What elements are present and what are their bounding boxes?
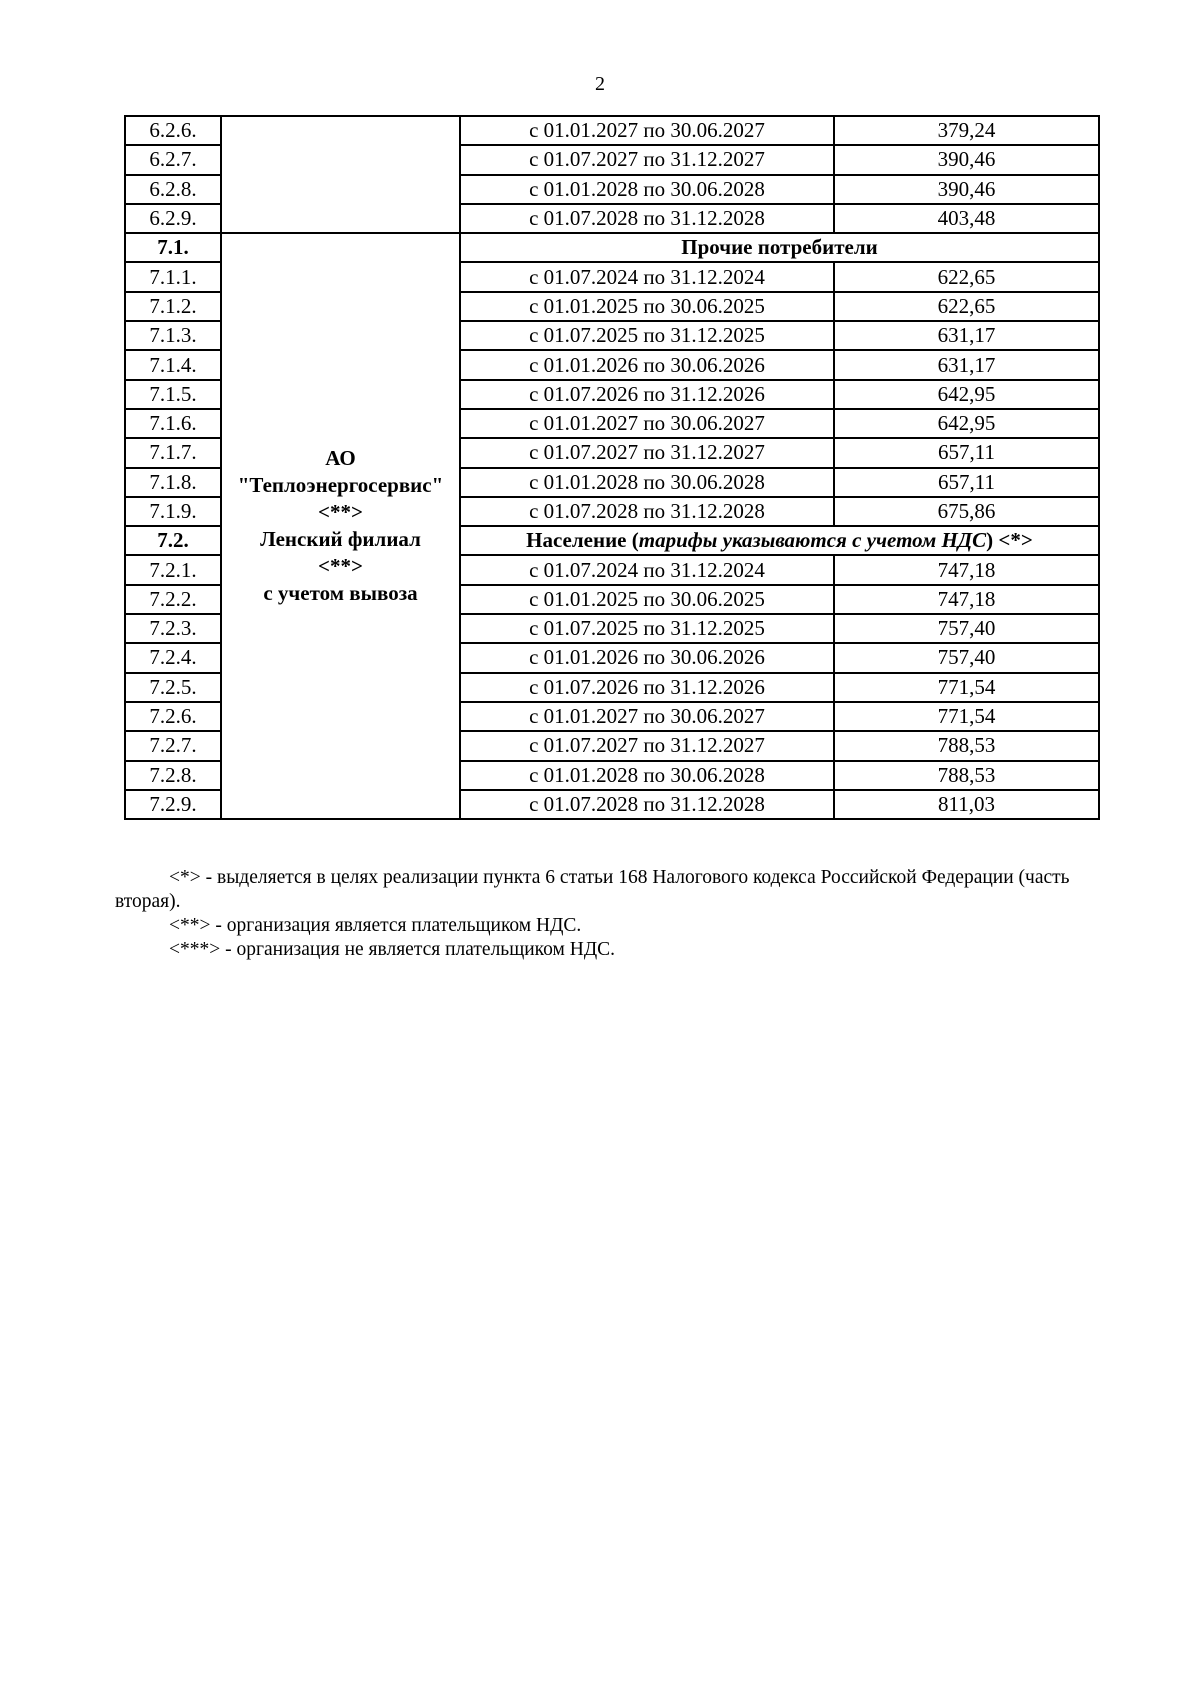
row-period: с 01.01.2027 по 30.06.2027 — [460, 116, 834, 145]
row-value: 771,54 — [834, 673, 1099, 702]
row-number: 7.1.3. — [125, 321, 221, 350]
row-number: 7.1.1. — [125, 262, 221, 291]
section-title-italic: тарифы указываются с учетом НДС — [638, 528, 987, 553]
row-number: 7.2.2. — [125, 585, 221, 614]
row-period: с 01.07.2027 по 31.12.2027 — [460, 145, 834, 174]
footnotes — [115, 866, 1105, 962]
row-number: 6.2.9. — [125, 204, 221, 233]
row-value: 390,46 — [834, 175, 1099, 204]
org-line: "Теплоэнергосервис" — [237, 473, 444, 498]
row-number: 7.1.8. — [125, 468, 221, 497]
row-value: 642,95 — [834, 380, 1099, 409]
row-number: 7.1.2. — [125, 292, 221, 321]
row-period: с 01.01.2028 по 30.06.2028 — [460, 175, 834, 204]
section-title — [460, 526, 1099, 555]
row-value: 788,53 — [834, 731, 1099, 760]
org-line: <**> — [318, 500, 363, 525]
section-title-part: ) <*> — [986, 528, 1033, 553]
row-value: 403,48 — [834, 204, 1099, 233]
row-period: с 01.07.2026 по 31.12.2026 — [460, 673, 834, 702]
footnote-vat-payer: <**> - организация является плательщиком НДС. — [169, 915, 582, 936]
row-value: 747,18 — [834, 585, 1099, 614]
footnote-non-vat-payer: <***> - организация не является плательщиком НДС. — [169, 939, 615, 960]
row-period: с 01.07.2028 по 31.12.2028 — [460, 204, 834, 233]
row-period: с 01.07.2028 по 31.12.2028 — [460, 497, 834, 526]
row-period: с 01.01.2027 по 30.06.2027 — [460, 702, 834, 731]
row-value: 631,17 — [834, 350, 1099, 379]
row-value: 747,18 — [834, 555, 1099, 584]
row-number: 7.2.1. — [125, 555, 221, 584]
row-period: с 01.07.2027 по 31.12.2027 — [460, 731, 834, 760]
row-period: с 01.01.2026 по 30.06.2026 — [460, 350, 834, 379]
row-number: 7.1.6. — [125, 409, 221, 438]
org-line: <**> — [318, 554, 363, 579]
tariff-table — [124, 115, 1100, 820]
row-number: 6.2.6. — [125, 116, 221, 145]
row-period: с 01.07.2024 по 31.12.2024 — [460, 262, 834, 291]
row-period: с 01.01.2028 по 30.06.2028 — [460, 468, 834, 497]
row-value: 757,40 — [834, 643, 1099, 672]
row-value: 390,46 — [834, 145, 1099, 174]
table-row — [125, 116, 1099, 145]
row-number: 7.2.9. — [125, 790, 221, 819]
section-title: Прочие потребители — [460, 233, 1099, 262]
row-period: с 01.01.2028 по 30.06.2028 — [460, 761, 834, 790]
row-number: 7.2.3. — [125, 614, 221, 643]
row-period: с 01.07.2025 по 31.12.2025 — [460, 321, 834, 350]
row-period: с 01.01.2027 по 30.06.2027 — [460, 409, 834, 438]
row-number: 7.2.7. — [125, 731, 221, 760]
row-number: 7.2.4. — [125, 643, 221, 672]
section-number: 7.1. — [125, 233, 221, 262]
row-period: с 01.01.2025 по 30.06.2025 — [460, 292, 834, 321]
row-number: 7.2.5. — [125, 673, 221, 702]
row-value: 657,11 — [834, 438, 1099, 467]
organization-cell-empty — [221, 116, 460, 233]
row-period: с 01.01.2025 по 30.06.2025 — [460, 585, 834, 614]
row-period: с 01.07.2026 по 31.12.2026 — [460, 380, 834, 409]
section-title-part: Население ( — [526, 528, 639, 553]
row-number: 7.1.9. — [125, 497, 221, 526]
row-number: 7.1.4. — [125, 350, 221, 379]
section-header-row — [125, 233, 1099, 262]
row-value: 771,54 — [834, 702, 1099, 731]
row-value: 631,17 — [834, 321, 1099, 350]
row-value: 811,03 — [834, 790, 1099, 819]
row-number: 7.2.6. — [125, 702, 221, 731]
row-value: 657,11 — [834, 468, 1099, 497]
row-value: 622,65 — [834, 292, 1099, 321]
footnote-vat-allocation: <*> - выделяется в целях реализации пункта 6 статьи 168 Налогового кодекса Российской Федерации (часть вторая). — [115, 867, 1070, 912]
page-number: 2 — [595, 73, 605, 95]
row-value: 622,65 — [834, 262, 1099, 291]
row-number: 6.2.8. — [125, 175, 221, 204]
row-period: с 01.01.2026 по 30.06.2026 — [460, 643, 834, 672]
org-line: с учетом вывоза — [263, 581, 418, 606]
org-line: Ленский филиал — [260, 527, 421, 552]
organization-cell — [221, 233, 460, 819]
row-number: 6.2.7. — [125, 145, 221, 174]
row-number: 7.1.7. — [125, 438, 221, 467]
row-value: 788,53 — [834, 761, 1099, 790]
row-number: 7.2.8. — [125, 761, 221, 790]
row-value: 675,86 — [834, 497, 1099, 526]
row-period: с 01.07.2027 по 31.12.2027 — [460, 438, 834, 467]
section-number: 7.2. — [125, 526, 221, 555]
row-period: с 01.07.2028 по 31.12.2028 — [460, 790, 834, 819]
row-value: 379,24 — [834, 116, 1099, 145]
row-number: 7.1.5. — [125, 380, 221, 409]
row-value: 642,95 — [834, 409, 1099, 438]
row-period: с 01.07.2024 по 31.12.2024 — [460, 555, 834, 584]
org-line: АО — [325, 446, 356, 471]
row-period: с 01.07.2025 по 31.12.2025 — [460, 614, 834, 643]
row-value: 757,40 — [834, 614, 1099, 643]
